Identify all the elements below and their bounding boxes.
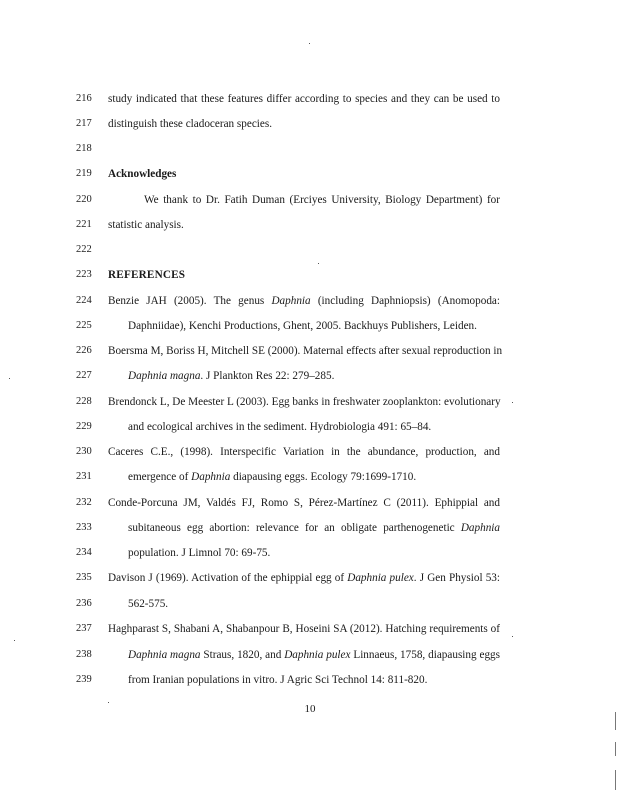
section-heading-acknowledges: Acknowledges: [108, 168, 177, 180]
reference-line: [0, 493, 619, 513]
scan-edge-mark: [615, 712, 616, 730]
line-number: 227: [76, 370, 92, 381]
reference-text: Caceres C.E., (1998). Interspecific Variation in the abundance, production, and: [108, 446, 500, 458]
reference-text: emergence of Daphnia diapausing eggs. Ecology 79:1699-1710.: [128, 471, 417, 483]
reference-line: [0, 568, 619, 588]
reference-line: [0, 543, 619, 563]
line-number: 234: [76, 547, 92, 558]
scan-speck: [512, 636, 513, 637]
line-number: 220: [76, 194, 92, 205]
reference-line: [0, 442, 619, 462]
scan-speck: [512, 402, 513, 403]
line-number: 222: [76, 244, 92, 255]
reference-line: [0, 291, 619, 311]
reference-line: [0, 467, 619, 487]
line-number: 226: [76, 345, 92, 356]
body-text: study indicated that these features differ according to species and they can be used to: [108, 93, 500, 105]
reference-text: Conde-Porcuna JM, Valdés FJ, Romo S, Pérez-Martínez C (2011). Ephippial and: [108, 497, 500, 509]
text-line: [0, 240, 619, 260]
reference-text: subitaneous egg abortion: relevance for an obligate parthenogenetic Daphnia: [128, 522, 500, 534]
scan-edge-mark: [615, 770, 616, 790]
reference-text: from Iranian populations in vitro. J Agric Sci Technol 14: 811-820.: [128, 674, 428, 686]
reference-line: [0, 645, 619, 665]
scan-speck: [309, 43, 310, 44]
reference-text: population. J Limnol 70: 69-75.: [128, 547, 271, 559]
reference-text: Daphniidae), Kenchi Productions, Ghent, 2005. Backhuys Publishers, Leiden.: [128, 320, 477, 332]
reference-text: Haghparast S, Shabani A, Shabanpour B, Hoseini SA (2012). Hatching requirements of: [108, 623, 500, 635]
line-number: 230: [76, 446, 92, 457]
scan-speck: [108, 702, 109, 703]
scan-speck: [318, 263, 319, 264]
text-line: [0, 190, 619, 210]
line-number: 217: [76, 118, 92, 129]
text-line: [0, 265, 619, 285]
reference-line: [0, 366, 619, 386]
line-number: 239: [76, 674, 92, 685]
line-number: 223: [76, 269, 92, 280]
text-line: [0, 114, 619, 134]
text-line: [0, 89, 619, 109]
line-number: 221: [76, 219, 92, 230]
body-text: statistic analysis.: [108, 219, 184, 231]
text-line: [0, 215, 619, 235]
scan-speck: [9, 378, 10, 379]
line-number: 225: [76, 320, 92, 331]
line-number: 219: [76, 168, 92, 179]
line-number: 232: [76, 497, 92, 508]
line-number: 231: [76, 471, 92, 482]
reference-line: [0, 670, 619, 690]
line-number: 236: [76, 598, 92, 609]
reference-text: Benzie JAH (2005). The genus Daphnia (including Daphniopsis) (Anomopoda:: [108, 295, 500, 307]
text-line: [0, 139, 619, 159]
line-number: 238: [76, 649, 92, 660]
reference-line: [0, 341, 619, 361]
reference-line: [0, 392, 619, 412]
reference-text: and ecological archives in the sediment. Hydrobiologia 491: 65–84.: [128, 421, 432, 433]
line-number: 229: [76, 421, 92, 432]
reference-text: Boersma M, Boriss H, Mitchell SE (2000). Maternal effects after sexual reproduction in: [108, 345, 503, 357]
reference-text: Daphnia magna. J Plankton Res 22: 279–285.: [128, 370, 335, 382]
reference-text: Daphnia magna Straus, 1820, and Daphnia pulex Linnaeus, 1758, diapausing eggs: [128, 649, 500, 661]
line-number: 216: [76, 93, 92, 104]
body-text: distinguish these cladoceran species.: [108, 118, 273, 130]
reference-text: Brendonck L, De Meester L (2003). Egg banks in freshwater zooplankton: evolutionary: [108, 396, 501, 408]
reference-line: [0, 417, 619, 437]
body-text: We thank to Dr. Fatih Duman (Erciyes University, Biology Department) for: [144, 194, 500, 206]
reference-line: [0, 316, 619, 336]
line-number: 228: [76, 396, 92, 407]
reference-line: [0, 619, 619, 639]
reference-text: Davison J (1969). Activation of the ephippial egg of Daphnia pulex. J Gen Physiol 53:: [108, 572, 500, 584]
page-number: 10: [304, 703, 316, 715]
text-line: [0, 164, 619, 184]
scan-speck: [14, 640, 15, 641]
line-number: 233: [76, 522, 92, 533]
reference-line: [0, 518, 619, 538]
section-heading-references: REFERENCES: [108, 269, 186, 281]
line-number: 224: [76, 295, 92, 306]
reference-line: [0, 594, 619, 614]
line-number: 218: [76, 143, 92, 154]
line-number: 237: [76, 623, 92, 634]
scan-edge-mark: [615, 742, 616, 756]
line-number: 235: [76, 572, 92, 583]
reference-text: 562-575.: [128, 598, 169, 610]
